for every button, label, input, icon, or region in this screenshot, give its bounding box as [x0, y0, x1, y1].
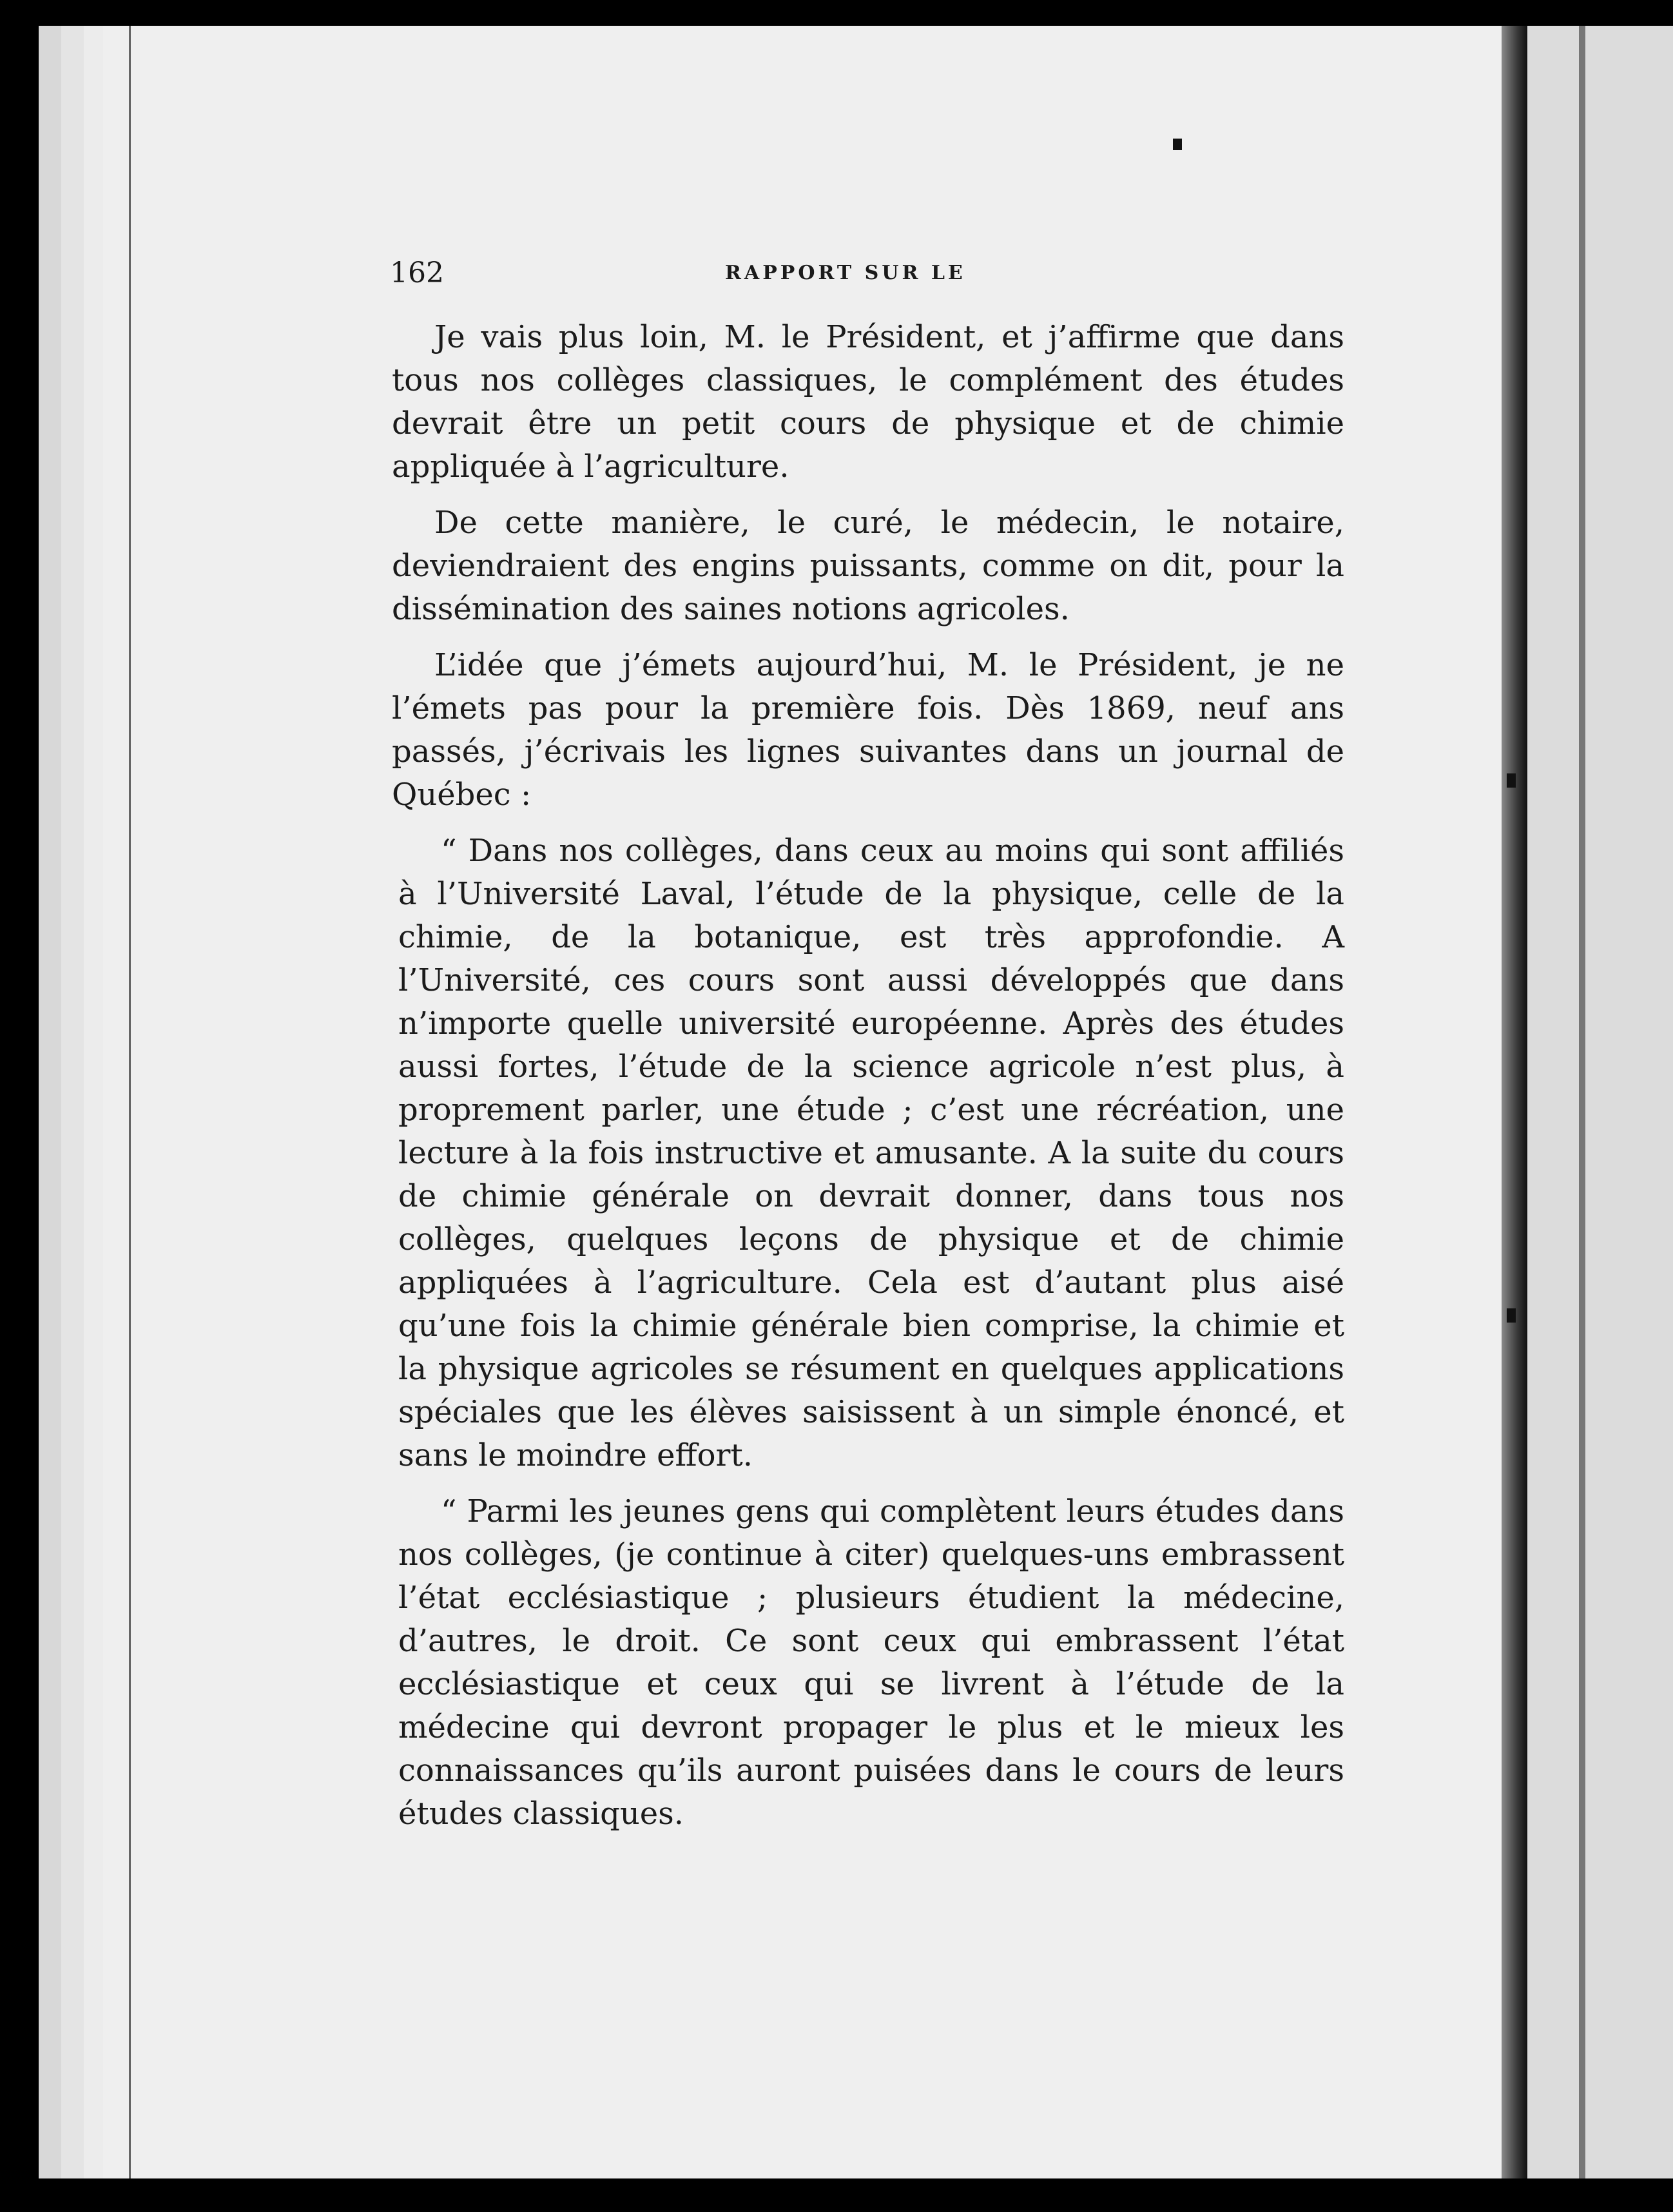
scan-speck	[1507, 773, 1516, 788]
paragraph: De cette manière, le curé, le médecin, le notaire, deviendraient des engins puissants, comme on dit, pour la dissémination des saines notions agricoles.	[392, 505, 1344, 627]
facing-page	[1527, 26, 1673, 2178]
paragraph: Je vais plus loin, M. le Président, et j’affirme que dans tous nos collèges classiques, le complément des études devrait être un petit cours de physique et de chimie appliquée à l’agriculture.	[392, 319, 1344, 485]
paragraph: L’idée que j’émets aujourd’hui, M. le Président, je ne l’émets pas pour la première fois. Dès 1869, neuf ans passés, j’écrivais les lignes suivantes dans un journal de Québec :	[392, 647, 1344, 813]
running-head: RAPPORT SUR LE	[725, 262, 966, 284]
body-text	[392, 316, 1344, 1848]
quoted-paragraph: “ Parmi les jeunes gens qui complètent leurs études dans nos collèges, (je continue à citer) quelques-uns embrassent l’état ecclésiastique ; plusieurs étudient la médecine, d’autres, le droit. Ce sont ceux qui embrassent l’état ecclésiastique et ceux qui se livrent à l’étude de la médecine qui devront propager le plus et le mieux les connaissances qu’ils auront puisées dans le cours de leurs études classiques.	[398, 1493, 1344, 1832]
page-number: 162	[390, 257, 444, 289]
scan-speck	[1173, 139, 1182, 150]
page-header	[390, 257, 1344, 295]
quoted-paragraph: “ Dans nos collèges, dans ceux au moins qui sont affiliés à l’Université Laval, l’étude de la physique, celle de la chimie, de la botanique, est très approfondie. A l’Université, ces cours sont aussi développés que dans n’importe quelle université européenne. Après des études aussi fortes, l’étude de la science agricole n’est plus, à proprement parler, une étude ; c’est une récréation, une lecture à la fois instructive et amusante. A la suite du cours de chimie générale on devrait donner, dans tous nos collèges, quelques leçons de physique et de chimie appliquées à l’agriculture. Cela est d’autant plus aisé qu’une fois la chimie générale bien comprise, la chimie et la physique agricoles se résument en quelques applications spéciales que les élèves saisissent à un simple énoncé, et sans le moindre effort.	[398, 833, 1344, 1473]
book-spine	[1502, 26, 1527, 2178]
scan-speck	[1507, 1308, 1516, 1323]
